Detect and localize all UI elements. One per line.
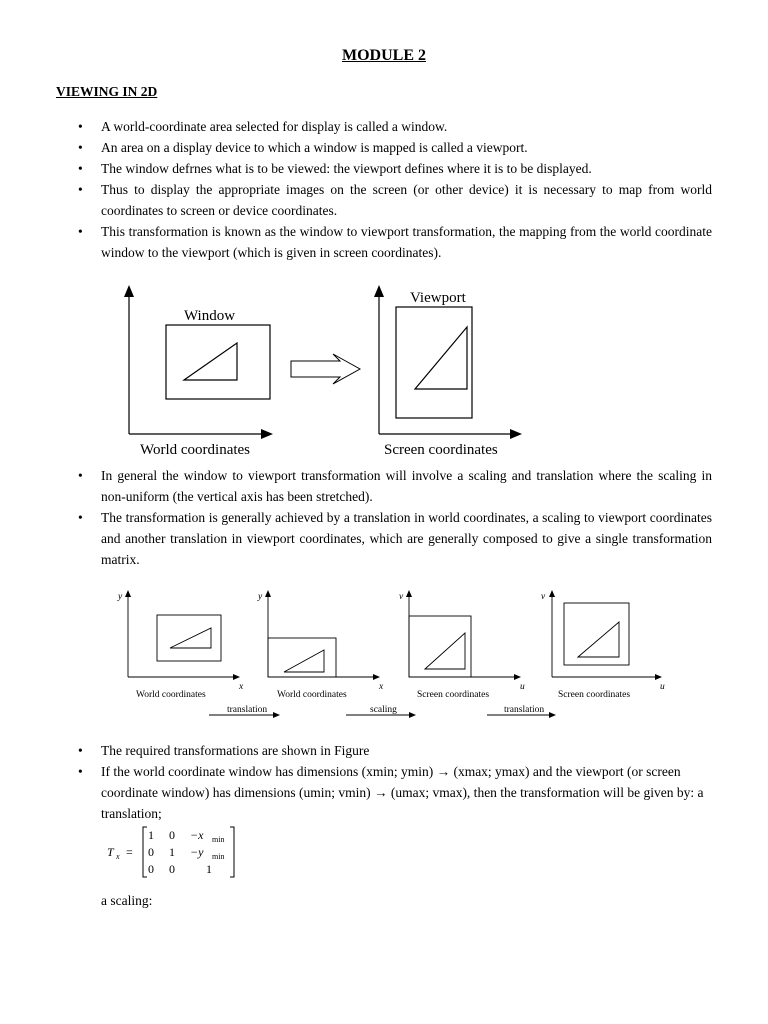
list-item: • A world-coordinate area selected for display is called a window. xyxy=(56,116,712,137)
bullet-icon: • xyxy=(78,510,83,525)
bullet-icon: • xyxy=(78,161,83,176)
matrix-bracket-right xyxy=(230,827,234,877)
window-triangle xyxy=(184,343,237,380)
bullet-icon: • xyxy=(78,182,83,197)
matrix-cell: 1 xyxy=(169,845,175,859)
arrowhead-icon xyxy=(409,712,416,718)
arrowhead-icon xyxy=(549,712,556,718)
matrix-lhs: T xyxy=(107,845,114,859)
viewport-rect xyxy=(396,307,472,418)
screen-coordinates-label: Screen coordinates xyxy=(417,690,490,700)
axis-label-u: u xyxy=(520,682,525,692)
list-item: • Thus to display the appropriate images on the screen (or other device) it is necessary to map from world coordinates to screen or device coordinates. xyxy=(56,179,712,221)
bullet-list-intro xyxy=(56,116,712,263)
arrowhead-icon xyxy=(510,429,522,439)
axis-label-v: v xyxy=(541,592,546,602)
step-translation-label: translation xyxy=(227,705,268,715)
matrix-cell: 0 xyxy=(169,862,175,876)
axis-label-y: y xyxy=(118,592,123,602)
screen-coordinates-label: Screen coordinates xyxy=(384,442,498,458)
matrix-cell: −x xyxy=(190,828,204,842)
axis-label-x: x xyxy=(379,682,384,692)
viewport-label: Viewport xyxy=(410,290,466,306)
viewport-rect xyxy=(409,616,471,677)
world-coordinates-label: World coordinates xyxy=(136,690,206,700)
list-item: • This transformation is known as the window to viewport transformation, the mapping from the world coordinate window to the viewport (which is given in screen coordinates). xyxy=(56,221,712,263)
matrix-cell-subscript: min xyxy=(212,852,225,861)
axis-label-y: y xyxy=(258,592,263,602)
matrix-equals: = xyxy=(126,845,133,859)
arrowhead-icon xyxy=(261,429,273,439)
list-item: • In general the window to viewport transformation will involve a scaling and translation where the scaling in non-uniform (the vertical axis has been stretched). xyxy=(56,465,712,507)
list-item: • The transformation is generally achieved by a translation in world coordinates, a scaling to viewport coordinates and another translation in viewport coordinates, which are generally composed to give a single transformation matrix. xyxy=(56,507,712,570)
viewport-triangle xyxy=(425,633,465,669)
bullet-list-transform xyxy=(56,740,712,824)
matrix-cell: 0 xyxy=(169,828,175,842)
transformation-steps-figure xyxy=(110,585,670,725)
list-item: • The window defrnes what is to be viewed: the viewport defines where it is to be displayed. xyxy=(56,158,712,179)
transform-arrow-icon xyxy=(291,354,360,384)
matrix-cell: 0 xyxy=(148,845,154,859)
step-scaling-label: scaling xyxy=(370,705,397,715)
axis-label-x: x xyxy=(239,682,244,692)
window-triangle xyxy=(170,628,211,648)
window-label: Window xyxy=(184,308,236,324)
window-triangle xyxy=(284,650,324,672)
matrix-cell: −y xyxy=(190,845,204,859)
screen-coordinates-label: Screen coordinates xyxy=(558,690,631,700)
arrowhead-icon xyxy=(273,712,280,718)
matrix-cell: 0 xyxy=(148,862,154,876)
section-heading: VIEWING IN 2D xyxy=(56,84,158,99)
matrix-cell: 1 xyxy=(206,862,212,876)
page-title: MODULE 2 xyxy=(342,47,426,64)
step-translation-label: translation xyxy=(504,705,545,715)
matrix-cell: 1 xyxy=(148,828,154,842)
matrix-cell-subscript: min xyxy=(212,835,225,844)
viewport-triangle xyxy=(578,622,619,657)
list-item: • If the world coordinate window has dimensions (xmin; ymin) → (xmax; ymax) and the viewport (or screen coordinate window) has dimensions (umin; vmin) → (umax; vmax), then the transformation will be given by: a translation; xyxy=(56,761,712,824)
window-viewport-figure xyxy=(120,280,530,460)
viewport-triangle xyxy=(415,327,467,389)
arrowhead-icon xyxy=(124,285,134,297)
matrix-bracket-left xyxy=(143,827,147,877)
bullet-icon: • xyxy=(78,140,83,155)
bullet-list-general xyxy=(56,465,712,570)
translation-matrix xyxy=(106,826,246,878)
matrix-lhs-subscript: x xyxy=(116,852,120,861)
bullet-icon: • xyxy=(78,764,83,779)
bullet-icon: • xyxy=(78,743,83,758)
list-item: • An area on a display device to which a window is mapped is called a viewport. xyxy=(56,137,712,158)
axis-label-v: v xyxy=(399,592,404,602)
world-coordinates-label: World coordinates xyxy=(277,690,347,700)
bullet-icon: • xyxy=(78,224,83,239)
axis-label-u: u xyxy=(660,682,665,692)
bullet-icon: • xyxy=(78,468,83,483)
bullet-icon: • xyxy=(78,119,83,134)
window-rect xyxy=(166,325,270,399)
scaling-text: a scaling: xyxy=(101,893,153,908)
world-coordinates-label: World coordinates xyxy=(140,442,251,458)
arrowhead-icon xyxy=(374,285,384,297)
window-rect xyxy=(268,638,336,677)
list-item: • The required transformations are shown in Figure xyxy=(56,740,712,761)
